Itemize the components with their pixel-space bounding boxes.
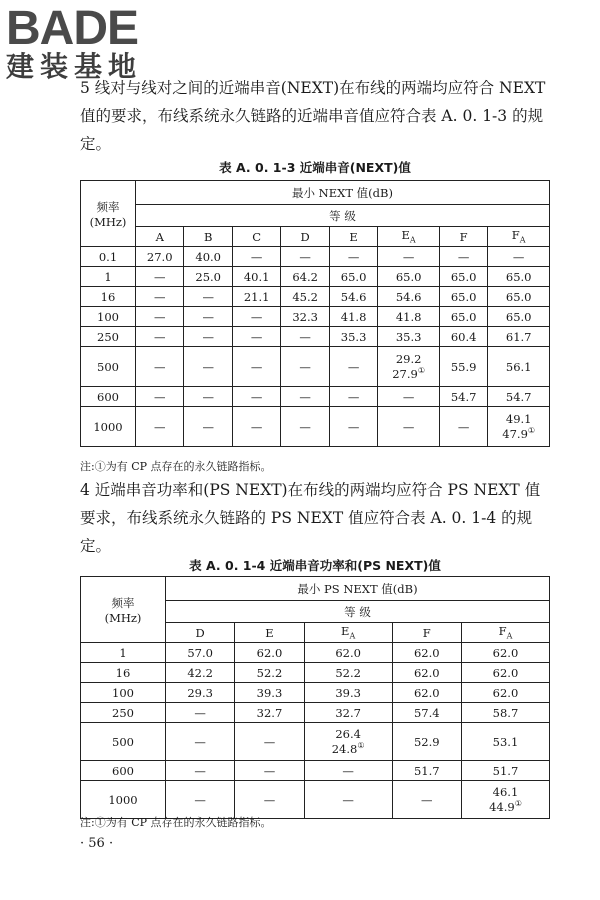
value-cell: — — [235, 723, 304, 761]
value-cell: 54.7 — [439, 387, 487, 407]
value-cell: 58.7 — [461, 703, 549, 723]
value-cell: 55.9 — [439, 347, 487, 387]
column-header: $F_A$ — [461, 623, 549, 643]
value-cell: 62.0 — [235, 643, 304, 663]
value-cell: — — [439, 407, 487, 447]
value-cell: 26.4 24.8① — [304, 723, 392, 761]
value-cell: 65.0 — [488, 307, 550, 327]
value-cell: 61.7 — [488, 327, 550, 347]
value-cell: — — [281, 387, 329, 407]
table1-caption: 表 A. 0. 1-3 近端串音(NEXT)值 — [219, 160, 411, 175]
value-cell: 32.7 — [235, 703, 304, 723]
table-row — [81, 327, 550, 347]
table-row — [81, 247, 550, 267]
value-cell: — — [232, 387, 280, 407]
value-cell: 25.0 — [184, 267, 232, 287]
column-header: D — [166, 623, 235, 643]
table-row — [81, 347, 550, 387]
value-cell: — — [488, 247, 550, 267]
value-cell: — — [136, 407, 184, 447]
value-cell: 65.0 — [439, 287, 487, 307]
frequency-cell: 1000 — [81, 781, 166, 819]
value-cell: 54.6 — [378, 287, 440, 307]
column-header: $F_A$ — [488, 227, 550, 247]
value-cell: — — [166, 723, 235, 761]
value-cell: 42.2 — [166, 663, 235, 683]
value-cell: 27.0 — [136, 247, 184, 267]
value-cell: 52.2 — [235, 663, 304, 683]
column-header: B — [184, 227, 232, 247]
value-cell: — — [329, 347, 377, 387]
value-cell: — — [166, 781, 235, 819]
page-number: · 56 · — [80, 836, 114, 851]
value-cell: — — [378, 407, 440, 447]
value-cell: — — [184, 327, 232, 347]
value-cell: — — [136, 347, 184, 387]
column-header: $E_A$ — [378, 227, 440, 247]
value-cell: 57.4 — [392, 703, 461, 723]
frequency-cell: 16 — [81, 287, 136, 307]
value-cell: — — [329, 407, 377, 447]
logo — [6, 4, 142, 82]
value-cell: 32.7 — [304, 703, 392, 723]
grade-header: 等 级 — [136, 205, 550, 227]
column-header: F — [392, 623, 461, 643]
column-header: A — [136, 227, 184, 247]
value-cell: 29.3 — [166, 683, 235, 703]
grade-header: 等 级 — [166, 601, 550, 623]
value-cell: 45.2 — [281, 287, 329, 307]
value-cell: 65.0 — [378, 267, 440, 287]
value-cell: — — [136, 307, 184, 327]
value-cell: — — [136, 387, 184, 407]
value-cell: 52.9 — [392, 723, 461, 761]
min-value-header: 最小 PS NEXT 值(dB) — [166, 577, 550, 601]
value-cell: 32.3 — [281, 307, 329, 327]
psnext-table — [80, 576, 550, 819]
value-cell: 51.7 — [392, 761, 461, 781]
value-cell: 62.0 — [392, 683, 461, 703]
table-row — [81, 703, 550, 723]
value-cell: 39.3 — [304, 683, 392, 703]
value-cell: 57.0 — [166, 643, 235, 663]
column-header: $E_A$ — [304, 623, 392, 643]
table-row — [81, 761, 550, 781]
frequency-cell: 16 — [81, 663, 166, 683]
value-cell: — — [281, 407, 329, 447]
column-header: E — [329, 227, 377, 247]
logo-main: BADE — [6, 2, 139, 55]
value-cell: — — [304, 781, 392, 819]
table-row — [81, 663, 550, 683]
value-cell: — — [304, 761, 392, 781]
value-cell: — — [166, 761, 235, 781]
value-cell: 60.4 — [439, 327, 487, 347]
paragraph-psnext: 4 近端串音功率和(PS NEXT)在布线的两端均应符合 PS NEXT 值要求，布线系统永久链路的 PS NEXT 值应符合表 A. 0. 1-4 的规定。 — [80, 481, 541, 555]
column-header: D — [281, 227, 329, 247]
value-cell: — — [184, 287, 232, 307]
value-cell: 49.1 47.9① — [488, 407, 550, 447]
value-cell: — — [184, 407, 232, 447]
value-cell: 62.0 — [304, 643, 392, 663]
value-cell: — — [232, 407, 280, 447]
value-cell: 52.2 — [304, 663, 392, 683]
min-value-header: 最小 NEXT 值(dB) — [136, 181, 550, 205]
column-header: C — [232, 227, 280, 247]
value-cell: 35.3 — [378, 327, 440, 347]
column-header: F — [439, 227, 487, 247]
value-cell: 62.0 — [461, 683, 549, 703]
value-cell: — — [232, 307, 280, 327]
frequency-cell: 1 — [81, 643, 166, 663]
table-row — [81, 683, 550, 703]
value-cell: 53.1 — [461, 723, 549, 761]
table-row — [81, 287, 550, 307]
frequency-cell: 100 — [81, 683, 166, 703]
value-cell: — — [184, 307, 232, 327]
freq-header: 频率 (MHz) — [81, 181, 136, 247]
next-table — [80, 180, 550, 447]
value-cell: 51.7 — [461, 761, 549, 781]
paragraph-next: 5 线对与线对之间的近端串音(NEXT)在布线的两端均应符合 NEXT 值的要求，布线系统永久链路的近端串音值应符合表 A. 0. 1-3 的规定。 — [80, 79, 546, 153]
value-cell: — — [232, 247, 280, 267]
value-cell: 65.0 — [439, 307, 487, 327]
value-cell: 54.7 — [488, 387, 550, 407]
value-cell: 41.8 — [378, 307, 440, 327]
value-cell: 65.0 — [488, 267, 550, 287]
value-cell: — — [184, 387, 232, 407]
value-cell: 65.0 — [329, 267, 377, 287]
value-cell: 65.0 — [439, 267, 487, 287]
frequency-cell: 600 — [81, 387, 136, 407]
logo-sub: 建装基地 — [6, 50, 143, 83]
value-cell: 40.1 — [232, 267, 280, 287]
table-row — [81, 407, 550, 447]
value-cell: — — [136, 287, 184, 307]
value-cell: 39.3 — [235, 683, 304, 703]
frequency-cell: 600 — [81, 761, 166, 781]
value-cell: — — [281, 327, 329, 347]
value-cell: — — [378, 247, 440, 267]
value-cell: — — [166, 703, 235, 723]
table-row — [81, 387, 550, 407]
table-row — [81, 643, 550, 663]
frequency-cell: 500 — [81, 723, 166, 761]
value-cell: — — [235, 781, 304, 819]
value-cell: 29.2 27.9① — [378, 347, 440, 387]
value-cell: — — [235, 761, 304, 781]
frequency-cell: 250 — [81, 703, 166, 723]
value-cell: — — [439, 247, 487, 267]
frequency-cell: 1 — [81, 267, 136, 287]
value-cell: — — [329, 387, 377, 407]
value-cell: 21.1 — [232, 287, 280, 307]
value-cell: 62.0 — [461, 643, 549, 663]
value-cell: 62.0 — [392, 663, 461, 683]
value-cell: — — [329, 247, 377, 267]
frequency-cell: 250 — [81, 327, 136, 347]
frequency-cell: 500 — [81, 347, 136, 387]
value-cell: 64.2 — [281, 267, 329, 287]
value-cell: 40.0 — [184, 247, 232, 267]
frequency-cell: 100 — [81, 307, 136, 327]
table-row — [81, 267, 550, 287]
value-cell: 54.6 — [329, 287, 377, 307]
value-cell: 62.0 — [461, 663, 549, 683]
value-cell: 56.1 — [488, 347, 550, 387]
value-cell: 35.3 — [329, 327, 377, 347]
value-cell: — — [392, 781, 461, 819]
table-row — [81, 781, 550, 819]
table2-caption: 表 A. 0. 1-4 近端串音功率和(PS NEXT)值 — [189, 558, 441, 573]
value-cell: 41.8 — [329, 307, 377, 327]
column-header: E — [235, 623, 304, 643]
value-cell: — — [184, 347, 232, 387]
frequency-cell: 1000 — [81, 407, 136, 447]
value-cell: — — [232, 327, 280, 347]
value-cell: — — [136, 267, 184, 287]
value-cell: — — [378, 387, 440, 407]
table2-note: 注:①为有 CP 点存在的永久链路指标。 — [80, 816, 272, 829]
value-cell: — — [232, 347, 280, 387]
value-cell: — — [281, 347, 329, 387]
value-cell: — — [136, 327, 184, 347]
table-row — [81, 307, 550, 327]
frequency-cell: 0.1 — [81, 247, 136, 267]
value-cell: 65.0 — [488, 287, 550, 307]
value-cell: 62.0 — [392, 643, 461, 663]
value-cell: — — [281, 247, 329, 267]
value-cell: 46.1 44.9① — [461, 781, 549, 819]
table1-note: 注:①为有 CP 点存在的永久链路指标。 — [80, 460, 272, 473]
freq-header: 频率 (MHz) — [81, 577, 166, 643]
table-row — [81, 723, 550, 761]
